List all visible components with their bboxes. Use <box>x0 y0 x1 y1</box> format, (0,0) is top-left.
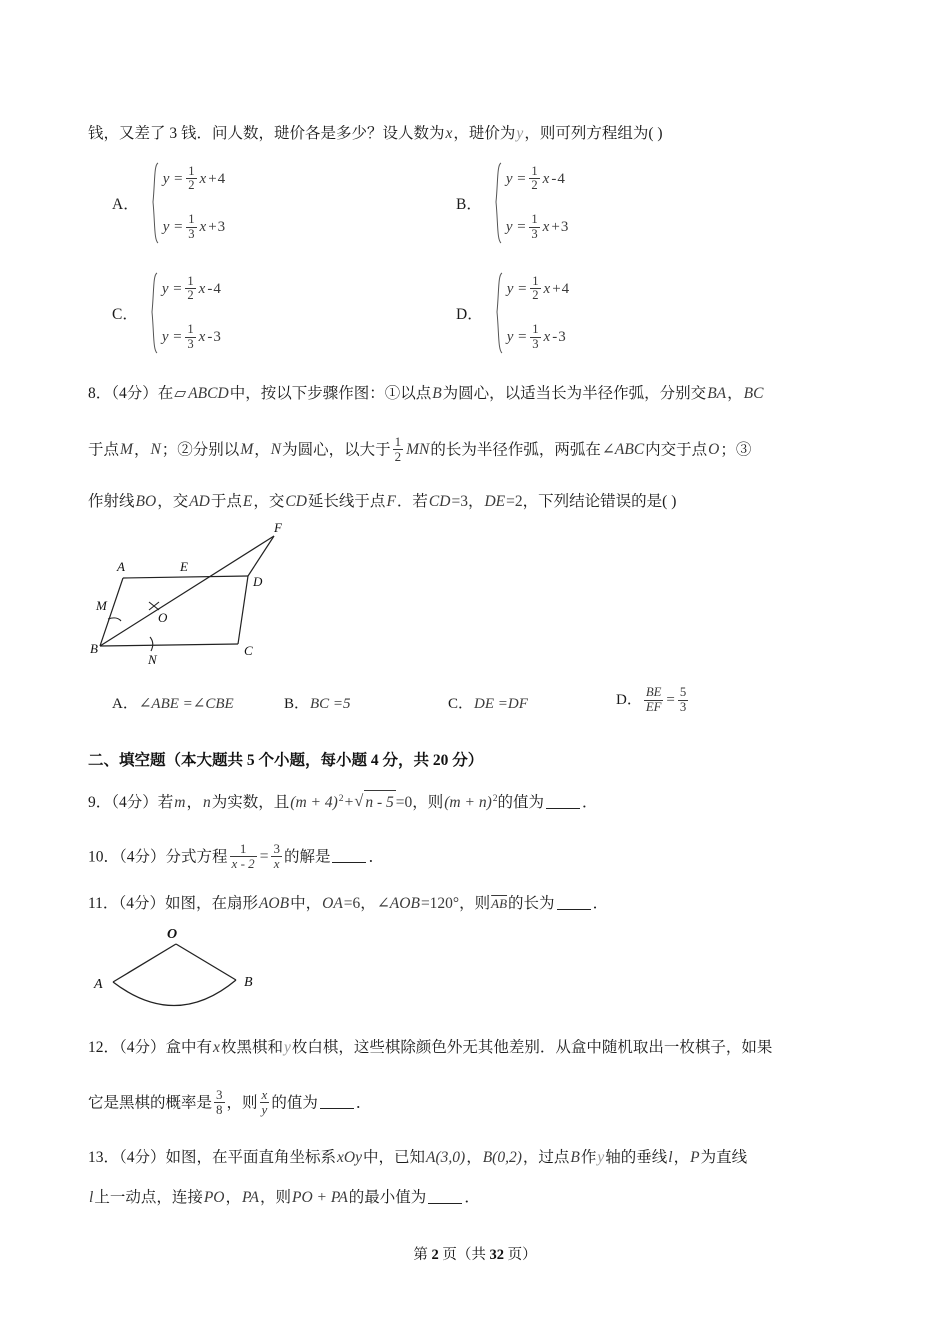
q8-seg-mn: MN <box>406 441 430 459</box>
q13-t4: 作 <box>580 1149 597 1166</box>
frac-den: 2 <box>188 178 195 193</box>
question-7-tail-line <box>88 122 878 146</box>
question-8-line-2 <box>88 435 878 464</box>
q11-t3: ，则 <box>459 895 491 912</box>
q8-t3: 为圆心，以适当长为半径作弧，分别交 <box>442 385 707 402</box>
q8-de-val: =2 <box>506 493 523 510</box>
eq-var: x <box>198 329 206 346</box>
option-d-eq1 <box>506 275 569 303</box>
q8-angle-abc: ∠ABC <box>601 441 645 459</box>
q11-t4: 的长为 <box>508 895 555 912</box>
eq-lhs: y = <box>505 170 527 187</box>
q13-point-a: A(3,0) <box>426 1149 466 1166</box>
q13-t1: 如图，在平面直角坐标系 <box>165 1149 337 1166</box>
q8-pt-m2: M <box>240 441 254 459</box>
frac-num: 1 <box>187 322 194 336</box>
q13-t6: ， <box>673 1149 690 1166</box>
question-12-line-1 <box>88 1036 878 1060</box>
q8-cd2: CD <box>428 493 451 510</box>
eq-op: + <box>551 219 560 236</box>
frac-den: EF <box>645 699 662 714</box>
brace-icon <box>149 162 160 244</box>
q10-t2: 的解是 <box>283 848 331 866</box>
fraction <box>186 213 196 241</box>
option-a[interactable] <box>112 162 225 244</box>
q8-answer-a-letter: A． <box>112 696 138 712</box>
q8-comma: ， <box>727 385 743 402</box>
q8-answer-d-letter: D． <box>616 692 642 709</box>
frac-num: 1 <box>187 273 194 288</box>
fraction-ratio <box>260 1088 270 1117</box>
frac-den: y <box>261 1102 268 1118</box>
q13-l2-line-l: l <box>89 1189 94 1206</box>
q8-de: DE <box>484 493 506 510</box>
q12-answer-blank[interactable] <box>320 1108 354 1109</box>
q9-comma: ， <box>186 794 203 811</box>
q8-answer-b-letter: B． <box>284 696 310 712</box>
fraction <box>529 165 539 193</box>
q9-t2: 为实数，且 <box>211 794 290 811</box>
figure-label-F: F <box>274 520 282 535</box>
option-a-eq2 <box>162 213 225 241</box>
fraction <box>185 275 195 303</box>
q12-var-x: x <box>213 1039 220 1056</box>
question-8-line-3 <box>88 490 878 514</box>
q12-t2: 枚黑棋和 <box>220 1039 283 1056</box>
q9-radicand: n - 5 <box>364 790 395 815</box>
q13-comma: ， <box>466 1149 482 1166</box>
q8-answer-c[interactable] <box>448 692 529 713</box>
frac-num: 5 <box>679 685 687 699</box>
eq-var: x <box>543 280 551 297</box>
eq-const: 3 <box>213 329 221 346</box>
q13-score: （4分） <box>119 1149 166 1166</box>
frac-den: 2 <box>532 288 539 303</box>
q12-var-y: y <box>283 1039 291 1056</box>
eq-op: - <box>207 329 213 346</box>
q13-expr: PO + PA <box>291 1189 348 1206</box>
q13-axis-y: y <box>597 1149 605 1166</box>
option-b[interactable] <box>456 162 568 244</box>
q8-pt-m: M <box>120 441 133 459</box>
q7-text-2: ，琎价为 <box>453 125 516 142</box>
q9-answer-blank[interactable] <box>546 808 580 809</box>
frac-num: 1 <box>531 212 538 226</box>
q8-l3-t5: 延长线于点 <box>307 493 386 510</box>
q11-comma: ， <box>360 895 376 912</box>
q9-var-n: n <box>203 794 211 811</box>
eq-lhs: y = <box>506 280 528 297</box>
question-11 <box>88 892 878 916</box>
q13-l2-comma: ， <box>225 1189 242 1206</box>
q9-var-m: m <box>174 794 186 811</box>
fraction <box>530 275 540 303</box>
q9-t1: 若 <box>157 794 174 811</box>
option-b-eq2 <box>505 213 568 241</box>
question-12-line-2 <box>88 1088 878 1117</box>
q8-l3-t6: ．若 <box>396 493 428 510</box>
q11-t2: 中， <box>290 895 322 912</box>
q13-xoy: xOy <box>337 1149 362 1166</box>
q13-t2: 中，已知 <box>363 1149 426 1166</box>
question-8-line-1 <box>88 382 878 406</box>
q13-seg-pa: PA <box>242 1189 259 1206</box>
frac-den: x - 2 <box>231 856 255 872</box>
q8-answer-b[interactable] <box>284 692 352 713</box>
question-8-figure <box>88 516 318 666</box>
q7-var-y: y <box>516 125 524 142</box>
eq-op: + <box>552 280 561 297</box>
question-11-figure <box>88 922 288 1027</box>
q8-l2-t3: 为圆心，以大于 <box>282 441 391 459</box>
fraction <box>530 323 540 351</box>
frac-den: 2 <box>187 288 194 303</box>
q8-seg-ad: AD <box>189 493 210 510</box>
figure-label-E: E <box>180 559 188 574</box>
q8-seg-cd: CD <box>285 493 307 510</box>
fraction <box>186 165 196 193</box>
eq-op: - <box>552 329 558 346</box>
frac-den: 2 <box>531 178 538 193</box>
q8-answer-a-text: ∠ABE =∠CBE <box>138 696 234 712</box>
option-d[interactable] <box>456 272 569 354</box>
section-2-title: 二、填空题（本大题共 5 个小题，每小题 4 分，共 20 分） <box>88 752 484 769</box>
footer-mid: 页（共 <box>442 1247 486 1263</box>
q8-l3-t7: ，下列结论错误的是( ) <box>522 493 677 510</box>
q9-expr-a: (m + 4) <box>290 794 338 811</box>
q7-var-x: x <box>445 125 453 142</box>
eq-var: x <box>199 170 207 187</box>
q9-eq0: =0 <box>395 794 413 811</box>
q13-l2-t3: 的最小值为 <box>348 1189 427 1206</box>
q9-number: 9． <box>88 794 112 811</box>
frac-num: 1 <box>188 212 195 226</box>
q13-number: 13． <box>88 1149 120 1166</box>
q8-number: 8． <box>88 385 112 402</box>
fraction-lhs <box>230 842 257 871</box>
footer-total-pages: 32 <box>489 1247 504 1263</box>
q8-ray-bo: BO <box>135 493 157 510</box>
figure-label-M: M <box>96 598 107 613</box>
figure-label-O: O <box>158 610 168 625</box>
frac-num: 3 <box>273 841 280 856</box>
q12-l2-t3: 的值为 <box>271 1094 318 1112</box>
q13-t7: 为直线 <box>700 1149 748 1166</box>
question-13-line-1 <box>88 1146 878 1170</box>
question-9 <box>88 790 878 815</box>
eq-lhs: y = <box>161 280 183 297</box>
q10-eq: = <box>259 848 269 866</box>
eq-const: 4 <box>213 280 221 297</box>
brace-icon <box>493 272 504 354</box>
fraction-rhs <box>271 842 282 871</box>
footer-suffix: 页） <box>507 1247 537 1263</box>
q13-period: ． <box>464 1189 480 1206</box>
fraction-half <box>393 435 404 464</box>
q8-cd-val: =3 <box>451 493 468 510</box>
option-a-letter: A． <box>112 196 139 213</box>
question-10 <box>88 842 878 871</box>
q11-score: （4分） <box>118 895 165 912</box>
frac-den: x <box>271 856 282 871</box>
q8-pt-n: N <box>150 441 161 459</box>
q8-l2-t1: 于点 <box>88 441 120 459</box>
q12-number: 12． <box>88 1039 120 1056</box>
q10-number: 10． <box>88 848 120 866</box>
eq-const: 4 <box>561 280 570 297</box>
frac-num: x <box>261 1087 268 1102</box>
sqrt-icon <box>354 790 395 815</box>
q8-pt-n2: N <box>270 441 282 459</box>
q12-score: （4分） <box>119 1039 166 1056</box>
q11-oa: OA <box>322 895 343 912</box>
option-c[interactable] <box>112 272 221 354</box>
q11-angle-val: =120° <box>420 895 460 912</box>
eq-const: 3 <box>217 219 226 236</box>
eq-var: x <box>542 219 550 236</box>
q8-answer-d-eq: = <box>666 692 675 709</box>
q8-pt-o: O <box>708 441 720 459</box>
frac-den: 3 <box>187 336 194 351</box>
parallelogram-icon: ▱ <box>174 385 187 402</box>
q8-answer-c-letter: C． <box>448 696 474 712</box>
q9-score: （4分） <box>111 794 158 811</box>
q13-answer-blank[interactable] <box>428 1203 462 1204</box>
eq-var: x <box>543 329 551 346</box>
q12-l2-t1: 它是黑棋的概率是 <box>88 1094 213 1112</box>
q9-expr-a-sup: 2 <box>338 792 344 804</box>
frac-den: 8 <box>216 1102 223 1118</box>
q8-seg-ba: BA <box>707 385 727 402</box>
frac-den: 3 <box>679 699 687 714</box>
q9-t3: ，则 <box>412 794 444 811</box>
option-b-eq1 <box>505 165 568 193</box>
q12-period: ． <box>355 1094 372 1112</box>
q9-expr-b: (m + n) <box>444 794 492 811</box>
frac-num: 1 <box>532 322 539 336</box>
option-b-letter: B． <box>456 196 482 213</box>
question-13-line-2 <box>88 1186 878 1210</box>
eq-const: 3 <box>560 219 569 236</box>
question-7-options <box>88 162 868 362</box>
q8-l3-t1: 作射线 <box>88 493 135 510</box>
figure-label-O: O <box>167 927 178 942</box>
fraction-5-3 <box>678 686 688 715</box>
q13-line-l: l <box>668 1149 673 1166</box>
frac-num: 1 <box>394 434 402 449</box>
q8-answer-d[interactable] <box>616 686 690 715</box>
q13-l2-t2: ，则 <box>259 1189 291 1206</box>
frac-num: 1 <box>531 163 538 178</box>
eq-var: x <box>542 170 550 187</box>
q8-t2: 中，按以下步骤作图：①以点 <box>229 385 432 402</box>
footer-page-number: 2 <box>431 1247 439 1263</box>
q11-number: 11． <box>88 895 119 912</box>
q10-period: ． <box>368 848 384 866</box>
eq-lhs: y = <box>506 329 528 346</box>
q7-text-3: ，则可列方程组为( ) <box>524 125 663 142</box>
footer-prefix: 第 <box>413 1247 428 1263</box>
q11-answer-blank[interactable] <box>557 909 591 910</box>
fraction-prob <box>214 1088 225 1117</box>
q8-l2-c2: ， <box>254 441 270 459</box>
eq-const: 4 <box>557 170 565 187</box>
q10-answer-blank[interactable] <box>332 862 366 863</box>
eq-op: - <box>207 280 213 297</box>
q8-l3-t4: ，交 <box>253 493 285 510</box>
eq-var: x <box>198 280 206 297</box>
frac-num: 1 <box>239 841 247 856</box>
q12-t3: 枚白棋，这些棋除颜色外无其他差别．从盒中随机取出一枚棋子，如果 <box>291 1039 773 1056</box>
q8-answer-a[interactable] <box>112 692 235 713</box>
brace-icon <box>148 272 159 354</box>
eq-op: - <box>551 170 557 187</box>
q12-t1: 盒中有 <box>165 1039 213 1056</box>
q13-point-p: P <box>690 1149 700 1166</box>
q8-seg-bc: BC <box>743 385 764 402</box>
eq-op: + <box>208 219 217 236</box>
option-c-eq2 <box>161 323 221 351</box>
q8-l2-t5: 内交于点 <box>645 441 708 459</box>
option-d-letter: D． <box>456 306 483 323</box>
eq-const: 3 <box>558 329 566 346</box>
q12-l2-t2: ，则 <box>226 1094 258 1112</box>
fraction <box>185 323 195 351</box>
option-c-eq1 <box>161 275 221 303</box>
q13-t3: ，过点 <box>522 1149 570 1166</box>
q10-score: （4分） <box>119 848 166 866</box>
fraction <box>529 213 539 241</box>
page-footer <box>0 1243 950 1264</box>
figure-label-D: D <box>253 574 263 589</box>
frac-den: 3 <box>188 226 195 241</box>
option-c-letter: C． <box>112 306 138 323</box>
q9-plus: + <box>344 794 354 811</box>
q8-pt-e: E <box>242 493 253 510</box>
eq-lhs: y = <box>162 170 184 187</box>
frac-den: 3 <box>532 336 539 351</box>
q13-l2-t1: 上一动点，连接 <box>94 1189 203 1206</box>
q8-pt-f: F <box>386 493 396 510</box>
q11-period: ． <box>592 895 609 912</box>
q9-period: ． <box>582 794 598 811</box>
q9-t4: 的值为 <box>497 794 545 811</box>
sqrt-sign: √ <box>354 792 364 810</box>
q8-l2-t4: 的长为半径作弧，两弧在 <box>430 441 601 459</box>
q8-t1: 在 <box>157 385 174 402</box>
q8-l3-t2: ，交 <box>157 493 189 510</box>
figure-label-A: A <box>117 559 125 574</box>
option-a-eq1 <box>162 165 225 193</box>
frac-num: 1 <box>188 163 195 178</box>
q8-l2-t2: ；②分别以 <box>161 441 240 459</box>
q8-pt-b: B <box>432 385 442 402</box>
q8-answer-b-text: BC =5 <box>310 696 351 712</box>
q7-text-1: 钱，又差了 3 钱．问人数，琎价各是多少？设人数为 <box>88 125 445 142</box>
q8-abcd: ABCD <box>188 385 229 402</box>
q11-oa-val: =6 <box>343 895 361 912</box>
figure-label-B: B <box>90 641 98 656</box>
q13-t5: 轴的垂线 <box>605 1149 668 1166</box>
question-8-answers <box>88 685 878 728</box>
fraction-be-ef <box>644 686 664 715</box>
frac-num: 3 <box>216 1087 223 1102</box>
q13-seg-po: PO <box>203 1189 225 1206</box>
figure-label-A: A <box>94 977 103 992</box>
q10-t1: 分式方程 <box>165 848 228 866</box>
frac-den: 3 <box>531 226 538 241</box>
q13-point-b: B(0,2) <box>482 1149 522 1166</box>
figure-label-C: C <box>244 643 253 658</box>
q8-l3-t3: 于点 <box>210 493 242 510</box>
q8-l2-c1: ， <box>133 441 150 459</box>
q11-angle: ∠AOB <box>376 895 420 912</box>
frac-num: 1 <box>532 273 539 288</box>
q8-l3-c: ， <box>467 493 484 510</box>
eq-lhs: y = <box>505 219 527 236</box>
q8-score: （4分） <box>111 385 158 402</box>
frac-num: BE <box>645 685 662 699</box>
eq-lhs: y = <box>162 219 184 236</box>
q9-expr-b-sup: 2 <box>492 792 498 804</box>
q11-arc-ab: $\overline{AB}$ <box>491 896 508 911</box>
q11-sector-aob: AOB <box>258 895 290 912</box>
q13-point-b2: B <box>570 1149 580 1166</box>
eq-const: 4 <box>217 170 226 187</box>
eq-lhs: y = <box>161 329 183 346</box>
q8-l2-t6: ；③ <box>720 441 752 459</box>
brace-icon <box>492 162 503 244</box>
q8-answer-c-text: DE =DF <box>474 696 528 712</box>
option-d-eq2 <box>506 323 569 351</box>
q11-t1: 如图，在扇形 <box>164 895 258 912</box>
frac-den: 2 <box>394 449 402 465</box>
figure-label-B: B <box>244 975 253 990</box>
figure-label-N: N <box>148 652 157 666</box>
eq-op: + <box>208 170 217 187</box>
eq-var: x <box>199 219 207 236</box>
